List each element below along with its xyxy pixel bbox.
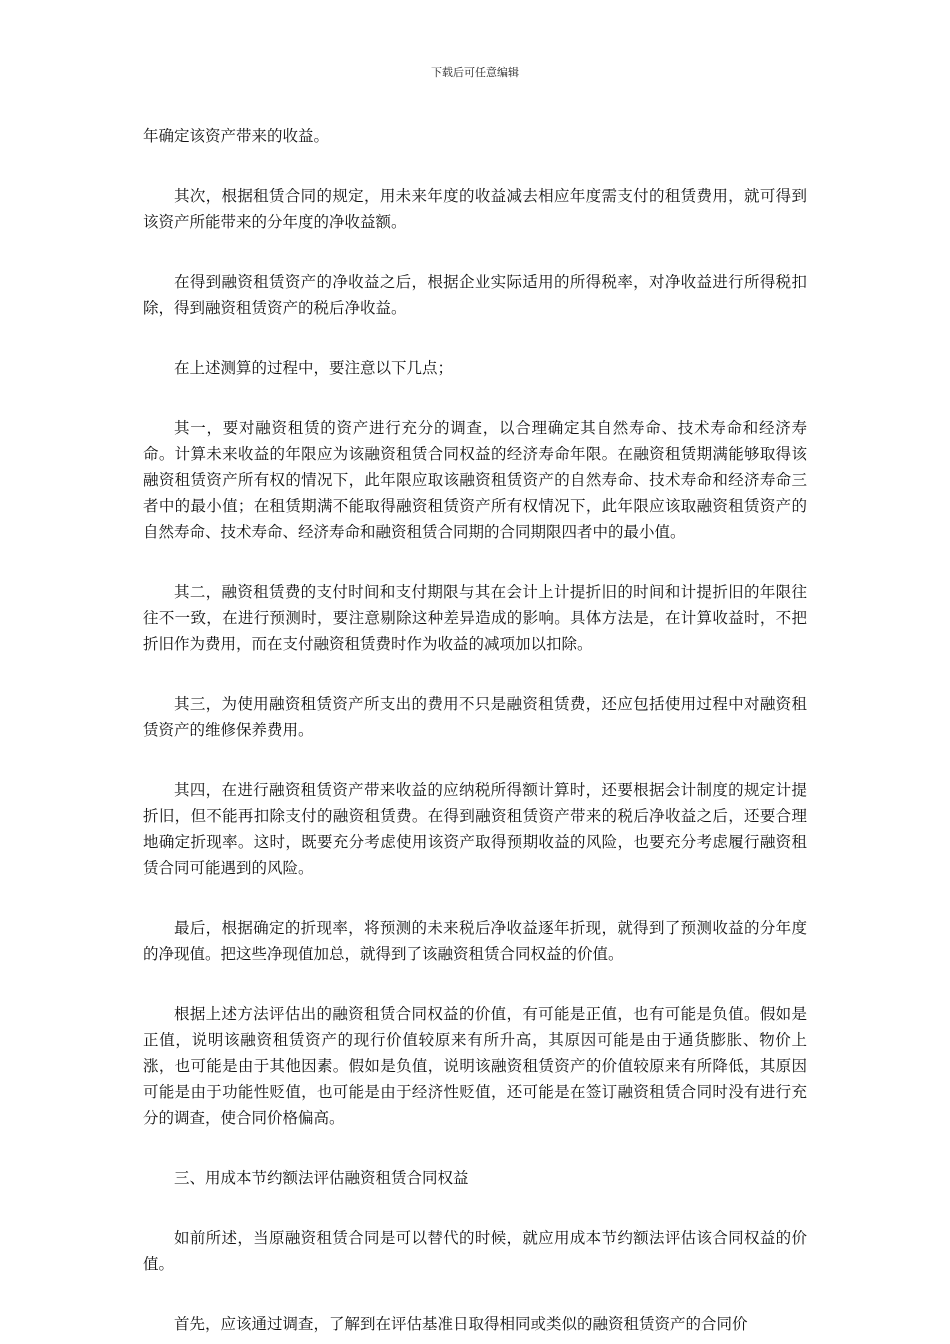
- paragraph-point-three: 其三，为使用融资租赁资产所支出的费用不只是融资租赁费，还应包括使用过程中对融资租赁资产的维修保养费用。: [143, 695, 807, 739]
- paragraph-finally: 最后，根据确定的折现率，将预测的未来税后净收益逐年折现，就得到了预测收益的分年度的净现值。把这些净现值加总，就得到了该融资租赁合同权益的价值。: [143, 919, 807, 963]
- paragraph-valuation-result: 根据上述方法评估出的融资租赁合同权益的价值，有可能是正值，也有可能是负值。假如是正值，说明该融资租赁资产的现行价值较原来有所升高，其原因可能是由于通货膨胀、物价上涨，也可能是由于其他因素。假如是负值，说明该融资租赁资产的价值较原来有所降低，其原因可能是由于功能性贬值，也可能是由于经济性贬值，还可能是在签订融资租赁合同时没有进行充分的调查，使合同价格偏高。: [143, 1005, 807, 1127]
- paragraph-point-four: 其四，在进行融资租赁资产带来收益的应纳税所得额计算时，还要根据会计制度的规定计提折旧，但不能再扣除支付的融资租赁费。在得到融资租赁资产带来的税后净收益之后，还要合理地确定折现率。这时，既要充分考虑使用该资产取得预期收益的风险，也要充分考虑履行融资租赁合同可能遇到的风险。: [143, 781, 807, 877]
- paragraph-continuation: 年确定该资产带来的收益。: [143, 127, 330, 145]
- paragraph-point-two: 其二，融资租赁费的支付时间和支付期限与其在会计上计提折旧的时间和计提折旧的年限往往不一致，在进行预测时，要注意剔除这种差异造成的影响。具体方法是，在计算收益时，不把折旧作为费用，而在支付融资租赁费时作为收益的减项加以扣除。: [143, 583, 807, 653]
- paragraph-cost-saving-intro: 如前所述，当原融资租赁合同是可以替代的时候，就应用成本节约额法评估该合同权益的价值。: [143, 1229, 807, 1273]
- section-heading: 三、用成本节约额法评估融资租赁合同权益: [174, 1169, 469, 1187]
- paragraph-first-step: 首先，应该通过调查，了解到在评估基准日取得相同或类似的融资租赁资产的合同价: [174, 1315, 748, 1333]
- document-body: [143, 123, 807, 1337]
- page-header: 下载后可任意编辑: [431, 66, 519, 79]
- paragraph-after-tax-income: 在得到融资租赁资产的净收益之后，根据企业实际适用的所得税率，对净收益进行所得税扣除，得到融资租赁资产的税后净收益。: [143, 273, 807, 317]
- paragraph-point-one: 其一，要对融资租赁的资产进行充分的调查，以合理确定其自然寿命、技术寿命和经济寿命。计算未来收益的年限应为该融资租赁合同权益的经济寿命年限。在融资租赁期满能够取得该融资租赁资产所有权的情况下，此年限应取该融资租赁资产的自然寿命、技术寿命和经济寿命三者中的最小值；在租赁期满不能取得融资租赁资产所有权情况下，此年限应该取融资租赁资产的自然寿命、技术寿命、经济寿命和融资租赁合同期的合同期限四者中的最小值。: [143, 419, 807, 541]
- paragraph-notes-intro: 在上述测算的过程中，要注意以下几点；: [174, 359, 454, 377]
- paragraph-secondly: 其次，根据租赁合同的规定，用未来年度的收益减去相应年度需支付的租赁费用，就可得到该资产所能带来的分年度的净收益额。: [143, 187, 807, 231]
